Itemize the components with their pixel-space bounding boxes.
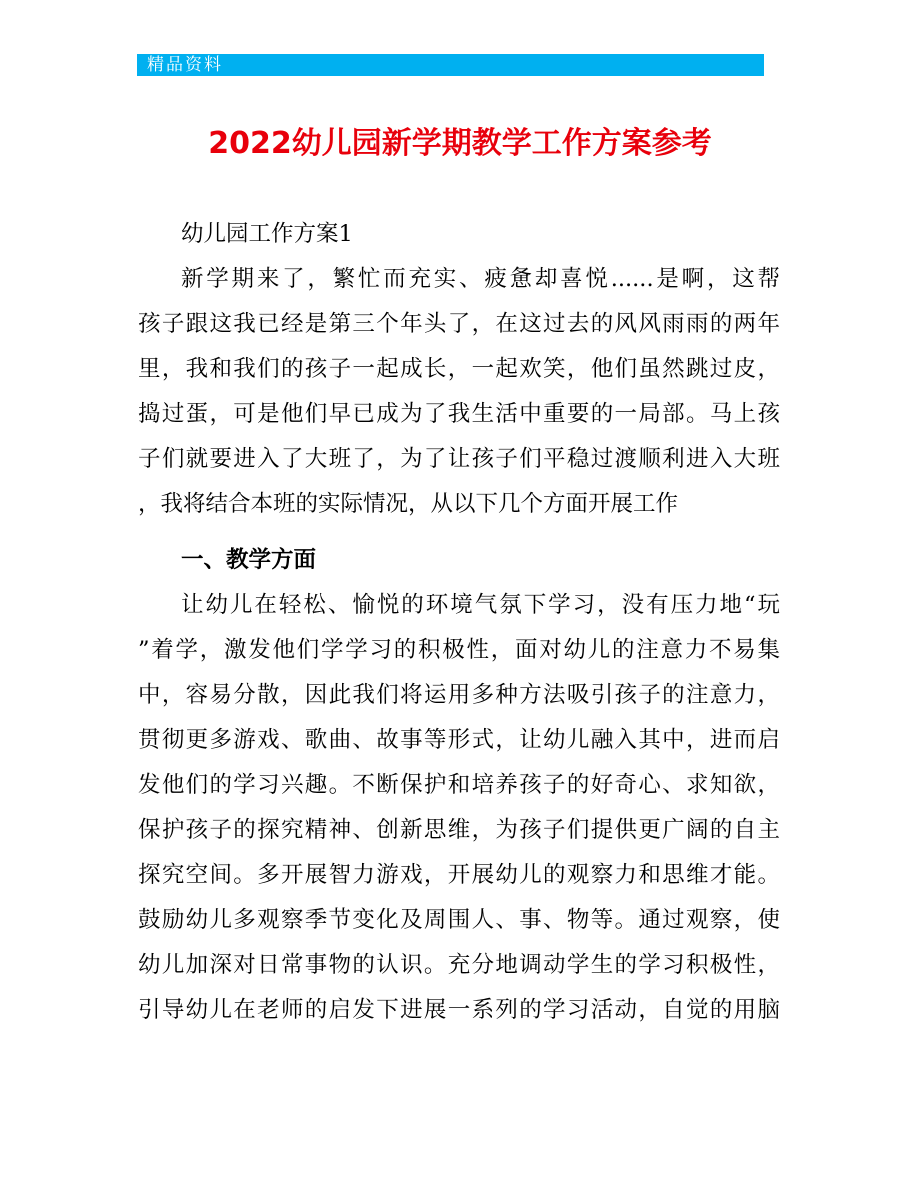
section-heading: 一、教学方面 [181, 547, 317, 573]
paragraph-line: 子们就要进入了大班了，为了让孩子们平稳过渡顺利进入大班 [138, 446, 780, 472]
paragraph-line: 中，容易分散，因此我们将运用多种方法吸引孩子的注意力， [138, 682, 780, 708]
document-title: 2022幼儿园新学期教学工作方案参考 [208, 126, 712, 161]
subtitle: 幼儿园工作方案1 [181, 221, 353, 247]
header-banner [137, 54, 764, 76]
paragraph-line: 保护孩子的探究精神、创新思维，为孩子们提供更广阔的自主 [138, 817, 780, 843]
paragraph-line: ，我将结合本班的实际情况，从以下几个方面开展工作 [138, 491, 679, 517]
paragraph-line: ”着学，激发他们学学习的积极性，面对幼儿的注意力不易集 [138, 637, 780, 663]
paragraph-line: 发他们的学习兴趣。不断保护和培养孩子的好奇心、求知欲， [138, 772, 780, 798]
paragraph-line: 幼儿加深对日常事物的认识。充分地调动学生的学习积极性， [138, 952, 780, 978]
paragraph-line: 让幼儿在轻松、愉悦的环境气氛下学习，没有压力地“玩 [181, 592, 780, 618]
paragraph-line: 里，我和我们的孩子一起成长，一起欢笑，他们虽然跳过皮， [138, 356, 780, 382]
paragraph-line: 新学期来了，繁忙而充实、疲惫却喜悦......是啊，这帮 [181, 266, 780, 292]
paragraph-line: 贯彻更多游戏、歌曲、故事等形式，让幼儿融入其中，进而启 [138, 727, 780, 753]
paragraph-line: 探究空间。多开展智力游戏，开展幼儿的观察力和思维才能。 [138, 862, 780, 888]
paragraph-line: 捣过蛋，可是他们早已成为了我生活中重要的一局部。马上孩 [138, 401, 780, 427]
paragraph-line: 孩子跟这我已经是第三个年头了，在这过去的风风雨雨的两年 [138, 311, 780, 337]
paragraph-line: 鼓励幼儿多观察季节变化及周围人、事、物等。通过观察，使 [138, 907, 780, 933]
banner-label: 精品资料 [147, 55, 223, 75]
paragraph-line: 引导幼儿在老师的启发下进展一系列的学习活动，自觉的用脑 [138, 997, 780, 1023]
